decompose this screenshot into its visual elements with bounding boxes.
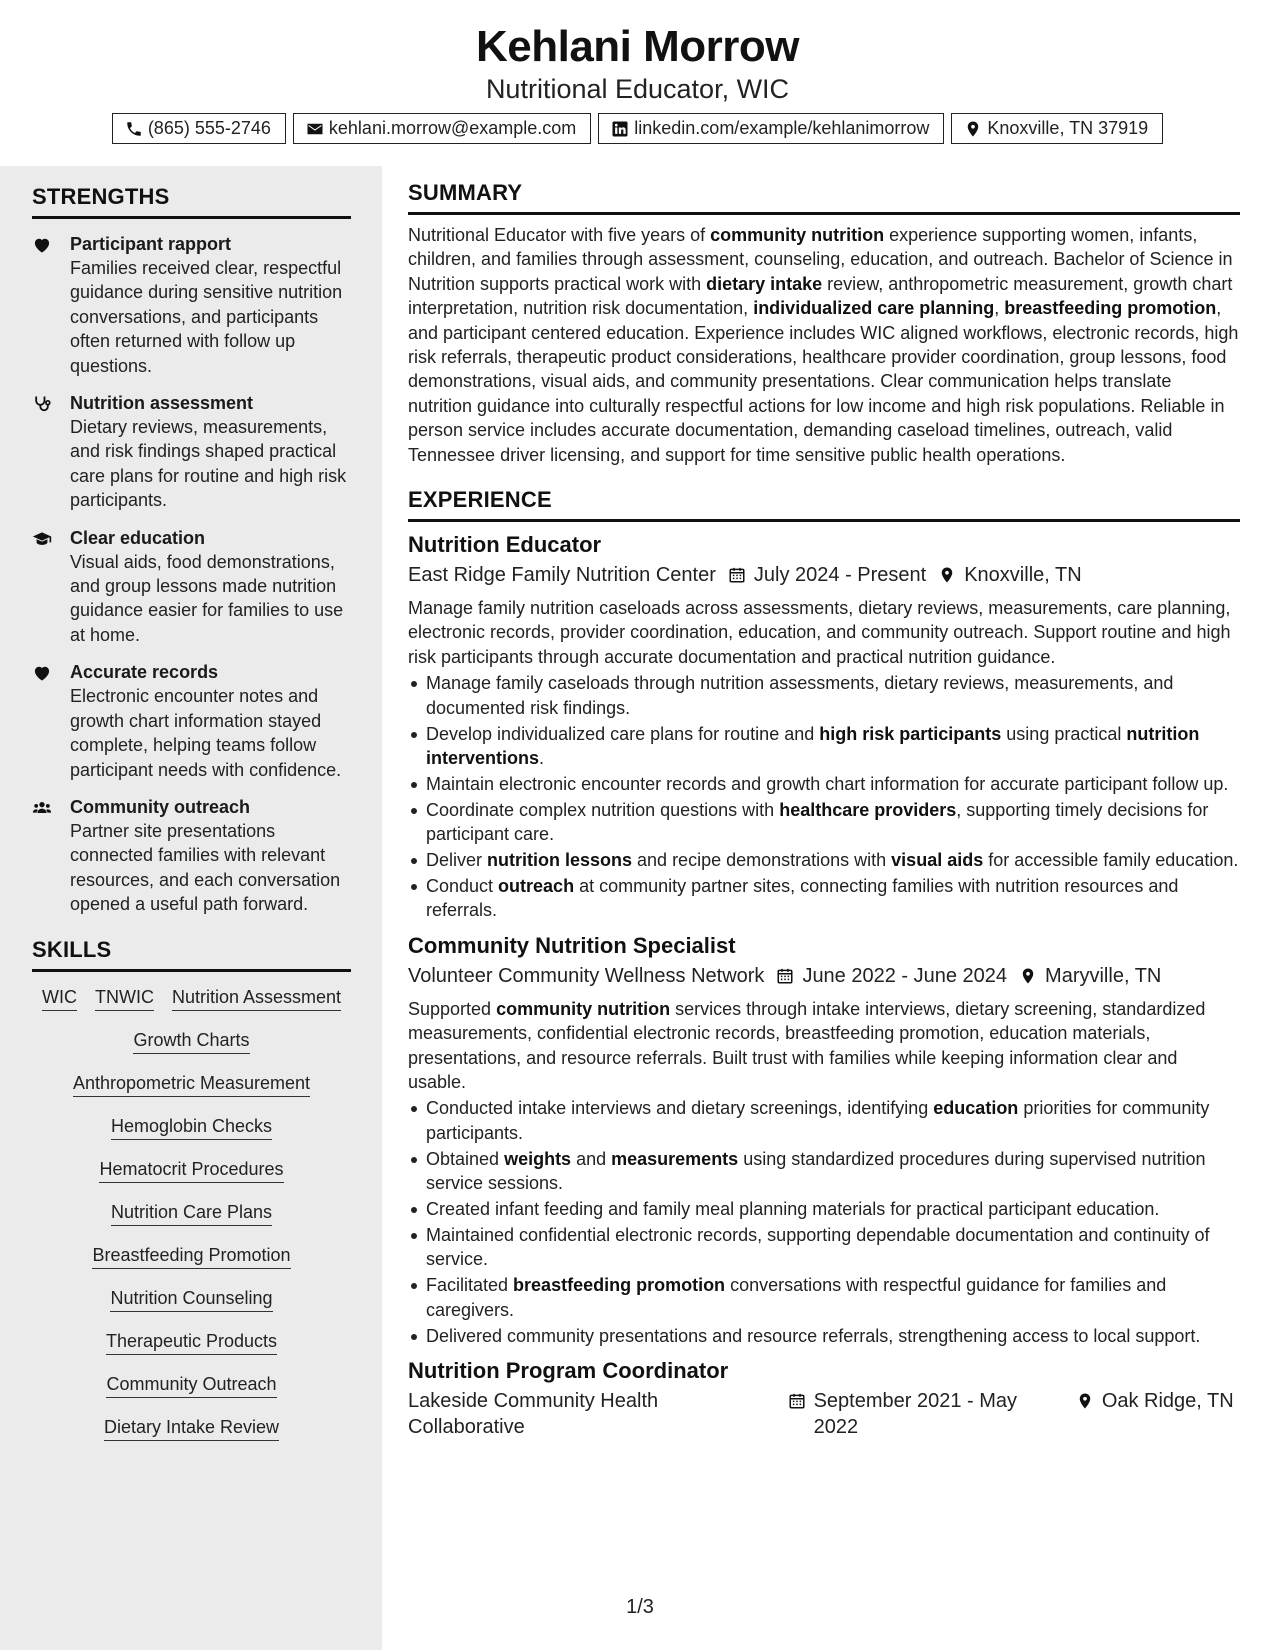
job-bullet: Coordinate complex nutrition questions with healthcare providers, supporting timely decisions for participant care. bbox=[408, 798, 1240, 847]
envelope-icon bbox=[306, 120, 324, 138]
skill-tag: Dietary Intake Review bbox=[104, 1416, 279, 1441]
heart-icon bbox=[32, 235, 52, 255]
job-bullet: Maintain electronic encounter records and growth chart information for accurate participant follow up. bbox=[408, 772, 1240, 796]
skill-tag: Nutrition Assessment bbox=[172, 986, 341, 1011]
strength-description: Partner site presentations connected families with relevant resources, and each conversation opened a useful path forward. bbox=[70, 820, 341, 915]
skill-tag: Anthropometric Measurement bbox=[73, 1072, 310, 1097]
skills-list bbox=[32, 986, 351, 1441]
job-bullet: Conduct outreach at community partner sites, connecting families with nutrition resources and referrals. bbox=[408, 874, 1240, 923]
page-number: 1/3 bbox=[626, 1596, 654, 1618]
job-location: Maryville, TN bbox=[1045, 964, 1162, 987]
location-pin-icon bbox=[938, 566, 956, 584]
calendar-icon bbox=[728, 566, 746, 584]
strengths-heading: STRENGTHS bbox=[32, 184, 351, 219]
strength-title: Participant rapport bbox=[70, 234, 232, 254]
job-bullet: Manage family caseloads through nutrition assessments, dietary reviews, measurements, and documented risk findings. bbox=[408, 671, 1240, 720]
contact-bar bbox=[0, 113, 1275, 144]
candidate-title: Nutritional Educator, WIC bbox=[485, 74, 790, 104]
skill-tag: Breastfeeding Promotion bbox=[92, 1244, 290, 1269]
strength-item bbox=[32, 232, 351, 378]
phone-icon bbox=[125, 120, 143, 138]
strength-title: Community outreach bbox=[70, 796, 251, 817]
job-meta bbox=[408, 963, 1240, 989]
job-bullet: Facilitated breastfeeding promotion conversations with respectful guidance for families and caregivers. bbox=[408, 1273, 1240, 1322]
strength-description: Visual aids, food demonstrations, and group lessons made nutrition guidance easier for families to use at home. bbox=[70, 551, 344, 645]
job-title: Nutrition Educator bbox=[408, 532, 602, 558]
location-pin-icon bbox=[1019, 967, 1037, 985]
candidate-name: Kehlani Morrow bbox=[475, 22, 800, 71]
job-entry bbox=[408, 1356, 1240, 1440]
strength-description: Electronic encounter notes and growth chart information stayed complete, helping teams follow participant needs with confidence. bbox=[70, 686, 342, 780]
job-meta bbox=[408, 562, 1240, 588]
strength-title: Accurate records bbox=[70, 662, 219, 683]
strength-description: Families received clear, respectful guidance during sensitive nutrition conversations, and participants often returned with follow up questions. bbox=[70, 258, 343, 376]
job-title: Community Nutrition Specialist bbox=[408, 932, 736, 958]
job-bullet: Delivered community presentations and resource referrals, strengthening access to local support. bbox=[408, 1324, 1240, 1348]
strength-item bbox=[32, 795, 351, 917]
job-description: Manage family nutrition caseloads across assessments, dietary reviews, measurements, care planning, electronic records, provider coordination, education, and community outreach. Support routine and high risk participants through accurate documentation and practical nutrition guidance. bbox=[408, 598, 1231, 667]
resume-header bbox=[0, 0, 1275, 166]
heart-icon bbox=[32, 663, 52, 683]
summary-heading: SUMMARY bbox=[408, 180, 1240, 215]
job-bullet: Created infant feeding and family meal planning materials for practical participant education. bbox=[408, 1197, 1240, 1221]
contact-location-text: Knoxville, TN 37919 bbox=[987, 118, 1149, 138]
contact-phone[interactable] bbox=[112, 113, 286, 144]
job-location: Oak Ridge, TN bbox=[1101, 1390, 1234, 1413]
strength-title: Clear education bbox=[70, 527, 206, 548]
skill-tag: Hemoglobin Checks bbox=[111, 1115, 272, 1140]
skill-tag: WIC bbox=[42, 986, 77, 1011]
job-dates: September 2021 - May 2022 bbox=[813, 1390, 1018, 1439]
job-entry bbox=[408, 931, 1240, 1348]
summary-text: Nutritional Educator with five years of community nutrition experience supporting women, infants, children, and families through assessment, counseling, education, and outreach. Bachelor of Science in Nutrition supports practical work with dietary intake review, anthropometric measurement, growth chart interpretation, nutrition risk documentation, individualized care planning, breastfeeding promotion, and participant centered education. Experience includes WIC aligned workflows, electronic records, high risk referrals, therapeutic product considerations, healthcare provider coordination, group lessons, food demonstrations, visual aids, and community presentations. Clear communication helps translate nutrition guidance into culturally respectful actions for low income and high risk populations. Reliable in person service includes accurate documentation, demanding caseload timelines, outreach, valid Tennessee driver licensing, and support for time sensitive public health operations. bbox=[408, 225, 1239, 465]
job-meta bbox=[408, 1388, 1240, 1440]
experience-list bbox=[408, 530, 1240, 1440]
job-bullet: Conducted intake interviews and dietary screenings, identifying education priorities for community participants. bbox=[408, 1096, 1240, 1145]
stethoscope-icon bbox=[32, 394, 52, 414]
skills-heading: SKILLS bbox=[32, 937, 351, 972]
job-bullet: Deliver nutrition lessons and recipe demonstrations with visual aids for accessible family education. bbox=[408, 848, 1240, 872]
linkedin-icon bbox=[611, 120, 629, 138]
job-dates: June 2022 - June 2024 bbox=[802, 964, 1008, 987]
location-pin-icon bbox=[964, 120, 982, 138]
strength-item bbox=[32, 526, 351, 648]
strength-item bbox=[32, 660, 351, 782]
job-location: Knoxville, TN bbox=[964, 564, 1082, 587]
experience-heading: EXPERIENCE bbox=[408, 487, 1240, 522]
graduation-cap-icon bbox=[32, 529, 52, 549]
contact-linkedin[interactable] bbox=[598, 113, 944, 144]
calendar-icon bbox=[788, 1392, 806, 1410]
skill-tag: Growth Charts bbox=[133, 1029, 249, 1054]
skill-tag: Hematocrit Procedures bbox=[99, 1158, 283, 1183]
calendar-icon bbox=[776, 967, 794, 985]
job-organization: Lakeside Community Health Collaborative bbox=[408, 1390, 659, 1439]
sidebar bbox=[0, 166, 382, 1650]
strength-description: Dietary reviews, measurements, and risk findings shaped practical care plans for routine and high risk participants. bbox=[70, 417, 347, 511]
skill-tag: Therapeutic Products bbox=[106, 1330, 277, 1355]
job-bullets bbox=[408, 671, 1240, 923]
contact-email[interactable] bbox=[293, 113, 591, 144]
skill-tag: Nutrition Care Plans bbox=[111, 1201, 272, 1226]
job-bullets bbox=[408, 1096, 1240, 1348]
job-entry bbox=[408, 530, 1240, 923]
job-bullet: Maintained confidential electronic records, supporting dependable documentation and continuity of service. bbox=[408, 1223, 1240, 1272]
users-icon bbox=[32, 798, 52, 818]
strength-item bbox=[32, 391, 351, 513]
skill-tag: TNWIC bbox=[95, 986, 154, 1011]
location-pin-icon bbox=[1076, 1392, 1094, 1410]
job-title: Nutrition Program Coordinator bbox=[408, 1358, 729, 1384]
job-bullet: Develop individualized care plans for routine and high risk participants using practical nutrition interventions. bbox=[408, 722, 1240, 771]
skill-tag: Nutrition Counseling bbox=[110, 1287, 272, 1312]
contact-location bbox=[951, 113, 1163, 144]
main-content bbox=[408, 180, 1240, 1440]
job-organization: Volunteer Community Wellness Network bbox=[408, 964, 765, 987]
job-dates: July 2024 - Present bbox=[753, 564, 927, 587]
strength-title: Nutrition assessment bbox=[70, 393, 254, 414]
job-bullet: Obtained weights and measurements using standardized procedures during supervised nutrition service sessions. bbox=[408, 1147, 1240, 1196]
skill-tag: Community Outreach bbox=[106, 1373, 276, 1398]
job-description: Supported community nutrition services through intake interviews, dietary screening, standardized measurements, confidential electronic records, breastfeeding promotion, education materials, presentations, and resource referrals. Built trust with families while keeping information clear and usable. bbox=[408, 998, 1206, 1093]
contact-email-text: kehlani.morrow@example.com bbox=[328, 118, 577, 138]
contact-linkedin-text: linkedin.com/example/kehlanimorrow bbox=[634, 118, 930, 138]
job-organization: East Ridge Family Nutrition Center bbox=[408, 564, 716, 587]
contact-phone-text: (865) 555-2746 bbox=[147, 118, 271, 138]
